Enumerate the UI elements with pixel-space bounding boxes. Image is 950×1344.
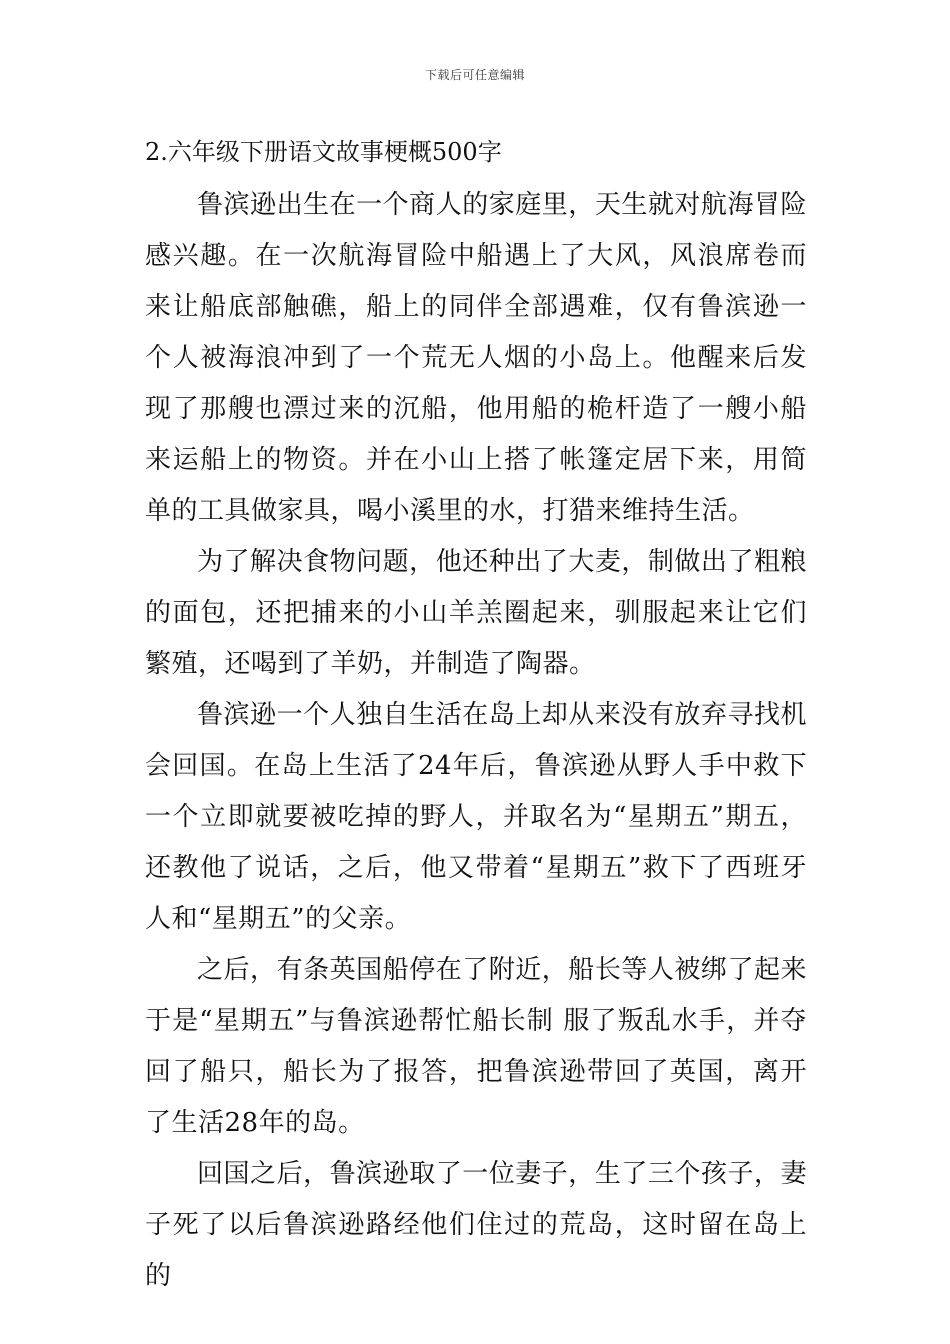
document-title: 2.六年级下册语文故事梗概500字 (145, 138, 502, 166)
paragraph-3: 鲁滨逊一个人独自生活在岛上却从来没有放弃寻找机会回国。在岛上生活了24年后，鲁滨逊从野人手中救下一个立即就要被吃掉的野人，并取名为“星期五”期五，还教他了说话，之后，他又带着“星期五”救下了西班牙人和“星期五”的父亲。 (145, 700, 807, 934)
document-body (145, 130, 807, 1302)
page-header-note: 下载后可任意编辑 (424, 68, 525, 82)
paragraph-5: 回国之后，鲁滨逊取了一位妻子，生了三个孩子，妻子死了以后鲁滨逊路经他们住过的荒岛，这时留在岛上的 (145, 1159, 807, 1291)
paragraph-1: 鲁滨逊出生在一个商人的家庭里，天生就对航海冒险感兴趣。在一次航海冒险中船遇上了大风，风浪席卷而来让船底部触礁，船上的同伴全部遇难，仅有鲁滨逊一个人被海浪冲到了一个荒无人烟的小岛上。他醒来后发现了那艘也漂过来的沉船，他用船的桅杆造了一艘小船来运船上的物资。并在小山上搭了帐篷定居下来，用简单的工具做家具，喝小溪里的水，打猎来维持生活。 (145, 190, 807, 526)
paragraph-4: 之后，有条英国船停在了附近，船长等人被绑了起来于是“星期五”与鲁滨逊帮忙船长制 服了叛乱水手，并夺回了船只，船长为了报答，把鲁滨逊带回了英国，离开了生活28年的岛。 (145, 955, 807, 1138)
paragraph-2: 为了解决食物问题，他还种出了大麦，制做出了粗粮的面包，还把捕来的小山羊羔圈起来，驯服起来让它们繁殖，还喝到了羊奶，并制造了陶器。 (145, 547, 807, 679)
